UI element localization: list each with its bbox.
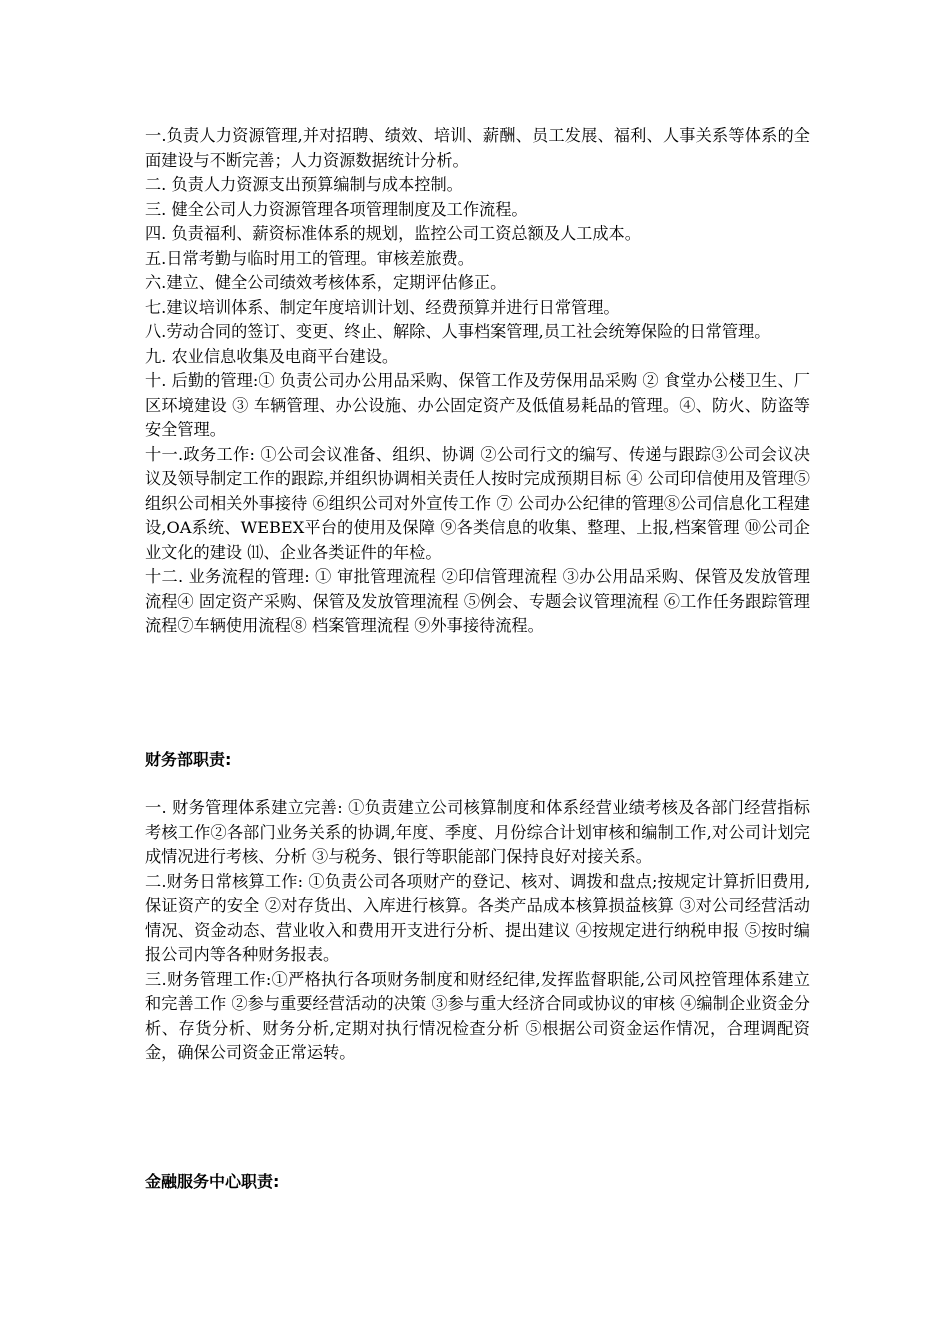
- hr-duty-6: 六.建立、健全公司绩效考核体系，定期评估修正。: [145, 273, 507, 292]
- finance-duty-1: 一. 财务管理体系建立完善: ①负责建立公司核算制度和体系经营业绩考核及各部门经营指标考核工作②各部门业务关系的协调,年度、季度、月份综合计划审核和编制工作,对公司计划完成情况进行考核、分析 ③与税务、银行等职能部门保持良好对接关系。: [145, 798, 810, 866]
- finance-duties-section: [145, 796, 810, 1066]
- hr-duty-11: 十一.政务工作: ①公司会议准备、组织、协调 ②公司行文的编写、传递与跟踪③公司会议决议及领导制定工作的跟踪,并组织协调相关责任人按时完成预期目标 ④ 公司印信使用及管理⑤组织公司相关外事接待 ⑥组织公司对外宣传工作 ⑦ 公司办公纪律的管理⑧公司信息化工程建设,OA系统、WEBEX平台的使用及保障 ⑨各类信息的收集、整理、上报,档案管理 ⑩公司企业文化的建设 ⑾、企业各类证件的年检。: [145, 444, 810, 562]
- hr-duty-7: 七.建议培训体系、制定年度培训计划、经费预算并进行日常管理。: [145, 297, 620, 317]
- hr-duty-2: 二. 负责人力资源支出预算编制与成本控制。: [145, 175, 463, 194]
- finance-heading: 财务部职责:: [145, 750, 232, 769]
- finance-duty-3: 三.财务管理工作:①严格执行各项财务制度和财经纪律,发挥监督职能,公司风控管理体系建立和完善工作 ②参与重要经营活动的决策 ③参与重大经济合同或协议的审核 ④编制企业资金分析、存货分析、财务分析,定期对执行情况检查分析 ⑤根据公司资金运作情况，合理调配资金，确保公司资金正常运转。: [145, 969, 810, 1062]
- hr-duty-12: 十二. 业务流程的管理: ① 审批管理流程 ②印信管理流程 ③办公用品采购、保管及发放管理流程④ 固定资产采购、保管及发放管理流程 ⑤例会、专题会议管理流程 ⑥工作任务跟踪管理流程⑦车辆使用流程⑧ 档案管理流程 ⑨外事接待流程。: [145, 567, 810, 635]
- finance-center-heading: 金融服务中心职责:: [145, 1172, 280, 1191]
- hr-duties-section: [145, 124, 810, 639]
- hr-duty-1: 一.负责人力资源管理,并对招聘、绩效、培训、薪酬、员工发展、福利、人事关系等体系的全面建设与不断完善；人力资源数据统计分析。: [145, 126, 810, 170]
- finance-duty-2: 二.财务日常核算工作: ①负责公司各项财产的登记、核对、调拨和盘点;按规定计算折旧费用,保证资产的安全 ②对存货出、入库进行核算。各类产品成本核算损益核算 ③对公司经营活动情况、资金动态、营业收入和费用开支进行分析、提出建议 ④按规定进行纳税申报 ⑤按时编报公司内等各种财务报表。: [145, 871, 810, 964]
- hr-duty-5: 五.日常考勤与临时用工的管理。审核差旅费。: [145, 248, 474, 268]
- hr-duty-3: 三. 健全公司人力资源管理各项管理制度及工作流程。: [145, 199, 528, 219]
- hr-duty-10: 十. 后勤的管理:① 负责公司办公用品采购、保管工作及劳保用品采购 ② 食堂办公楼卫生、厂区环境建设 ③ 车辆管理、办公设施、办公固定资产及低值易耗品的管理。④、防火、防盗等安全管理。: [145, 371, 810, 439]
- hr-duty-4: 四. 负责福利、薪资标准体系的规划，监控公司工资总额及人工成本。: [145, 224, 641, 243]
- hr-duty-9: 九. 农业信息收集及电商平台建设。: [145, 346, 399, 366]
- hr-duty-8: 八.劳动合同的签订、变更、终止、解除、人事档案管理,员工社会统筹保险的日常管理。: [145, 322, 771, 341]
